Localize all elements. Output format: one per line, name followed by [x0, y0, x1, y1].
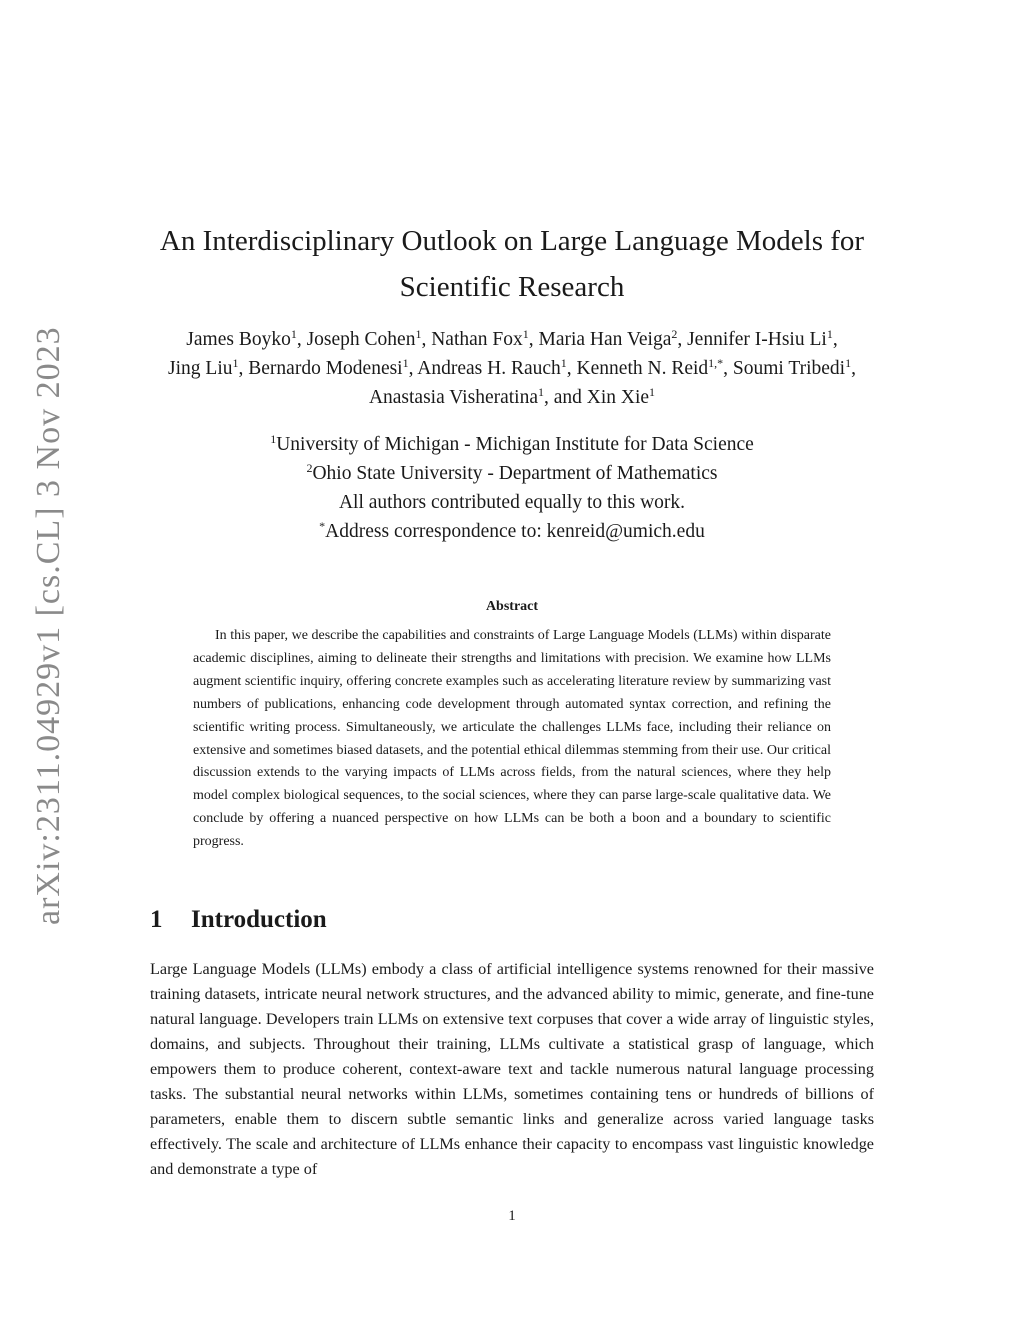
author-affiliation-mark: 1 [560, 356, 567, 370]
abstract-text: In this paper, we describe the capabilities and constraints of Large Language Models (LLMs) within disparate academic disciplines, aiming to delineate their strengths and limitations with precision. We examine how LLMs augment scientific inquiry, offering concrete examples such as accelerating literature review by summarizing vast numbers of publications, enhancing code development through automated syntax correction, and refining the scientific writing process. Simultaneously, we articulate the challenges LLMs face, including their reliance on extensive and sometimes biased datasets, and the potential ethical dilemmas stemming from their use. Our critical discussion extends to the varying impacts of LLMs across fields, from the natural sciences, where they help model complex biological sequences, to the social sciences, where they can parse large-scale qualitative data. We conclude by offering a nuanced perspective on how LLMs can be both a boon and a boundary to scientific progress. [193, 628, 831, 850]
correspondence-line [130, 517, 894, 546]
author-name: Jing Liu [168, 358, 233, 379]
author-name: Andreas H. Rauch [417, 358, 561, 379]
author-list: James Boyko$^1$, Joseph Cohen$^1$, Nathan Fox$^1$, Maria Han Veiga$^2$, Jennifer I-Hsiu Li$^1$, Jing Liu$^1$, Bernardo Modenesi$^1$, Andreas H. Rauch$^1$, Kenneth N. Reid$^{1,*}$, Soumi Tribedi$^1$, Anastasia Visheratina$^1$, and Xin Xie$^1$ [168, 327, 856, 408]
section-heading [150, 906, 327, 934]
author-name: Xin Xie [586, 387, 650, 408]
affiliation-text: University of Michigan - Michigan Institute for Data Science [276, 434, 754, 455]
author-affiliation-mark: 1 [402, 356, 409, 370]
author-affiliation-mark: 2 [671, 327, 678, 341]
author-name: Soumi Tribedi [732, 358, 846, 379]
abstract [193, 599, 831, 854]
author-affiliation-mark: 1 [537, 385, 544, 399]
section-number: 1 [150, 906, 163, 933]
author-affiliation-mark: 1 [845, 356, 852, 370]
author-affiliation-mark: 1 [649, 385, 656, 399]
author-affiliation-mark: 1 [415, 327, 422, 341]
abstract-heading: Abstract [485, 599, 539, 614]
author-name: Kenneth N. Reid [576, 358, 709, 379]
author-name: James Boyko [186, 329, 291, 350]
author-affiliation-mark: 1 [232, 356, 239, 370]
title-line-1: An Interdisciplinary Outlook on Large Language Models for [159, 225, 865, 257]
author-affiliation-mark: 1 [826, 327, 833, 341]
title-line-2: Scientific Research [399, 271, 625, 303]
section-title: Introduction [191, 906, 327, 933]
introduction-text: Large Language Models (LLMs) embody a class of artificial intelligence systems renowned for their massive training datasets, intricate neural network structures, and the advanced ability to mimic, generate, and fine-tune natural language. Developers train LLMs on extensive text corpuses that cover a wide array of linguistic styles, domains, and subjects. Throughout their training, LLMs cultivate a statistical grasp of language, which empowers them to produce coherent, context-aware text and tackle numerous natural language processing tasks. The substantial neural networks within LLMs, sometimes containing tens or hundreds of billions of parameters, enable them to discern subtle semantic links and generalize across varied language tasks effectively. The scale and architecture of LLMs enhance their capacity to encompass vast linguistic knowledge and demonstrate a type of [150, 960, 874, 1178]
author-affiliation-mark: 1,* [708, 356, 724, 370]
author-name: Jennifer I-Hsiu Li [687, 329, 827, 350]
affiliation-mark: 2 [306, 461, 313, 475]
author-name: Bernardo Modenesi [248, 358, 403, 379]
author-affiliation-mark: 1 [290, 327, 297, 341]
author-name: Anastasia Visheratina [368, 387, 538, 408]
correspondence-text: Address correspondence to: kenreid@umich.edu [325, 521, 705, 542]
author-name: Joseph Cohen [306, 329, 416, 350]
page-number: 1 [508, 1208, 516, 1224]
affiliation-line [130, 430, 894, 459]
correspondence-mark: * [319, 519, 326, 533]
contribution-text: All authors contributed equally to this work. [338, 492, 686, 513]
author-name: Nathan Fox [431, 329, 523, 350]
paper-title [130, 218, 894, 310]
affiliation-list [130, 430, 894, 546]
affiliation-mark: 1 [270, 432, 277, 446]
affiliation-line [130, 459, 894, 488]
arxiv-identifier: arXiv:2311.04929v1 [cs.CL] 3 Nov 2023 [30, 326, 67, 925]
affiliation-text: Ohio State University - Department of Mathematics [312, 463, 718, 484]
contribution-note [130, 488, 894, 517]
author-name: Maria Han Veiga [538, 329, 672, 350]
author-affiliation-mark: 1 [522, 327, 529, 341]
